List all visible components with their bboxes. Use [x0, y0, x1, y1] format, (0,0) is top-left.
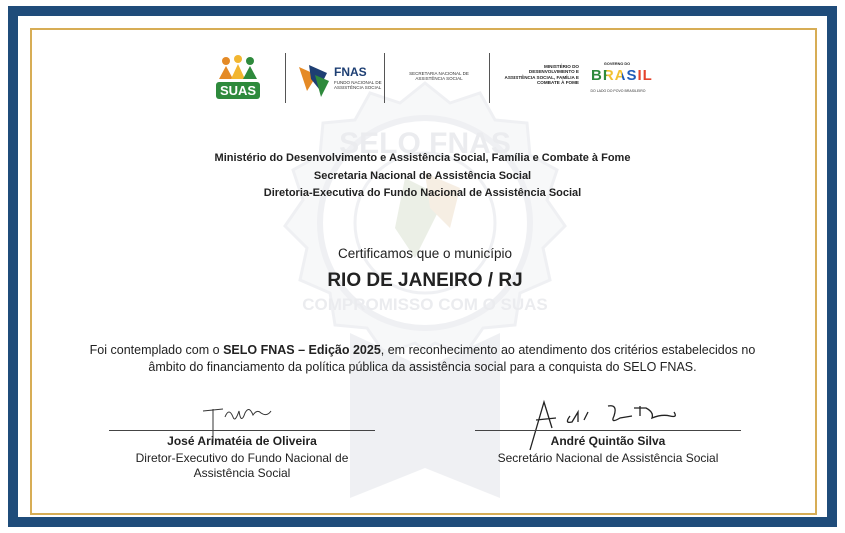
gov-brasil-logo — [589, 53, 651, 107]
mds-logo — [501, 53, 581, 107]
fnas-title: FNAS — [334, 65, 367, 79]
signer-1-title — [109, 451, 375, 481]
sna-subtitle: SECRETARIA NACIONAL DE ASSISTÊNCIA SOCIAL — [409, 71, 469, 81]
brasil-wordmark: BRASIL — [591, 67, 653, 84]
logo-divider — [489, 53, 490, 103]
body-suffix: , em reconhecimento ao atendimento dos critérios estabelecidos no — [380, 343, 756, 357]
signer-2-title: Secretário Nacional de Assistência Social — [497, 451, 719, 465]
gov-small-text: GOVERNO DO — [603, 62, 631, 66]
header-directorate: Diretoria-Executiva do Fundo Nacional de Assistência Social — [263, 187, 582, 199]
suas-label: SUAS — [216, 82, 260, 99]
sna-logo — [401, 53, 479, 107]
body-prefix: Foi contemplado com o — [89, 343, 224, 357]
mds-text: MINISTÉRIO DO DESENVOLVIMENTO E ASSISTÊNCIA SOCIAL, FAMÍLIA E COMBATE À FOME — [504, 64, 579, 86]
fnas-arrows-icon — [297, 61, 331, 101]
fnas-logo — [297, 53, 393, 107]
signer-1-title-line1: Diretor-Executivo do Fundo Nacional de — [135, 451, 349, 465]
gov-bottom-text: DO LADO DO POVO BRASILEIRO — [590, 89, 646, 93]
certificate-intro: Certificamos que o município — [337, 246, 513, 261]
watermark-motto: COMPROMISSO COM O SUAS — [302, 295, 548, 314]
signer-1-title-line2: Assistência Social — [193, 466, 291, 480]
body-award: SELO FNAS – Edição 2025 — [223, 343, 381, 357]
signer-1-name: José Arimatéia de Oliveira — [167, 434, 317, 448]
header-ministry: Ministério do Desenvolvimento e Assistência Social, Família e Combate à Fome — [214, 152, 631, 164]
watermark-text: SELO FNAS — [339, 127, 511, 160]
signer-2-name: André Quintão Silva — [550, 434, 666, 448]
certificate-body-line1 — [0, 343, 845, 357]
suas-logo — [211, 53, 265, 107]
suas-figures-icon — [211, 53, 265, 83]
fnas-subtitle: FUNDO NACIONAL DE ASSISTÊNCIA SOCIAL — [334, 80, 382, 90]
logo-divider — [384, 53, 385, 103]
gov-brasil-text — [591, 67, 653, 84]
signature-line-1 — [109, 430, 375, 431]
logo-bar — [211, 53, 656, 107]
certificate-body-line2: âmbito do financiamento da política pública da assistência social para a conquista do SELO FNAS. — [148, 360, 697, 374]
signature-line-2 — [475, 430, 741, 431]
logo-divider — [285, 53, 286, 103]
municipality-name: RIO DE JANEIRO / RJ — [327, 270, 523, 291]
header-secretariat: Secretaria Nacional de Assistência Social — [313, 170, 532, 182]
